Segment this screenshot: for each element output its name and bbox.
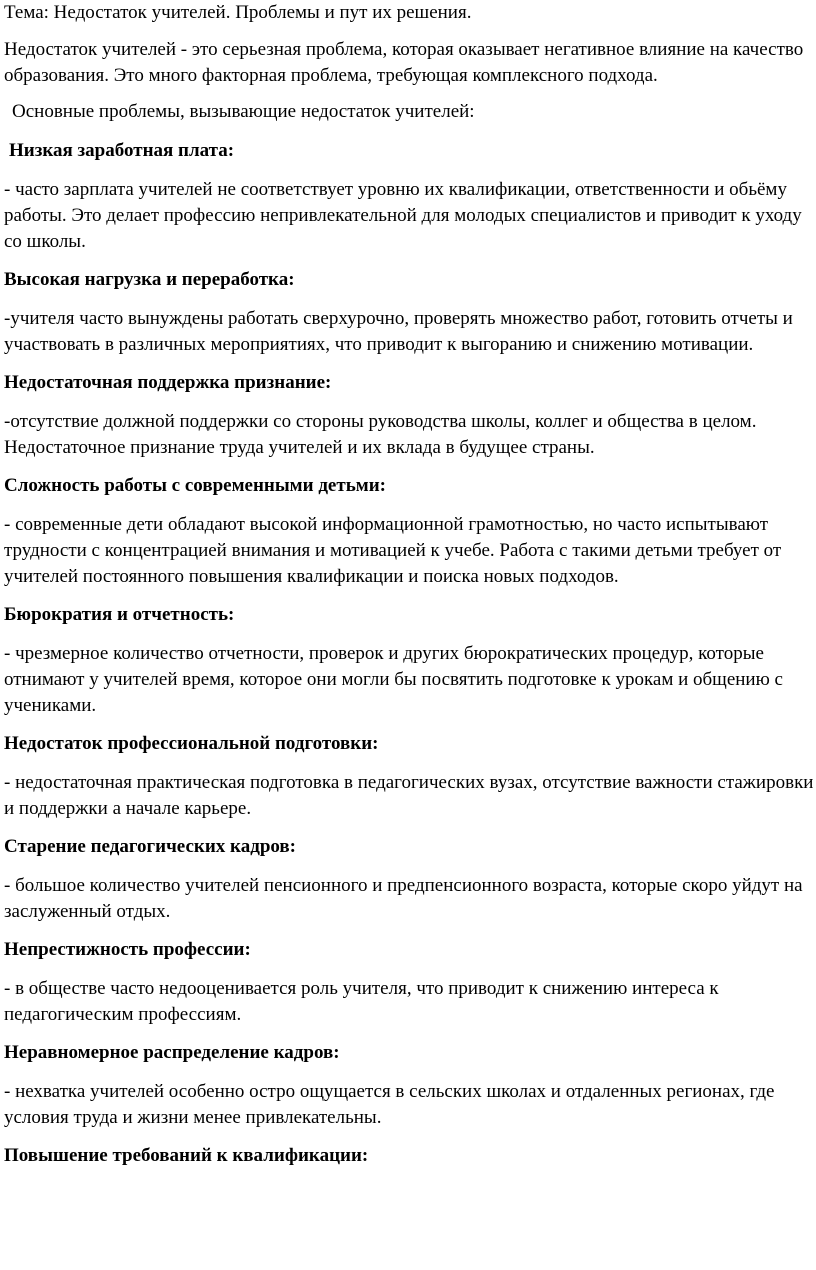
section-text-workload: -учителя часто вынуждены работать сверхурочно, проверять множество работ, готовить отчеты и участвовать в различных мероприятиях, что приводит к выгоранию и снижению мотивации. — [4, 308, 793, 355]
section-heading-prestige: Непрестижность профессии: — [4, 939, 251, 960]
section-heading-salary: Низкая заработная плата: — [9, 140, 235, 161]
section-text-aging: - большое количество учителей пенсионного и предпенсионного возраста, которые скоро уйдут на заслуженный отдых. — [4, 875, 803, 922]
section-heading-qualification: Повышение требований к квалификации: — [4, 1145, 369, 1166]
section-heading-bureaucracy: Бюрократия и отчетность: — [4, 604, 235, 625]
document-title: Тема: Недостаток учителей. Проблемы и пут их решения. — [4, 2, 472, 23]
section-text-distribution: - нехватка учителей особенно остро ощущается в сельских школах и отдаленных регионах, где условия труда и жизни менее привлекательны. — [4, 1081, 775, 1128]
section-heading-distribution: Неравномерное распределение кадров: — [4, 1042, 340, 1063]
section-heading-training: Недостаток профессиональной подготовки: — [4, 733, 379, 754]
section-heading-aging: Старение педагогических кадров: — [4, 836, 296, 857]
section-text-bureaucracy: - чрезмерное количество отчетности, проверок и других бюрократических процедур, которые отнимают у учителей время, которое они могли бы посвятить подготовке к урокам и общению с учениками. — [4, 643, 783, 716]
section-heading-support: Недостаточная поддержка признание: — [4, 372, 332, 393]
intro-paragraph: Недостаток учителей - это серьезная проблема, которая оказывает негативное влияние на качество образования. Это много факторная проблема, требующая комплексного подхода. — [4, 39, 804, 86]
section-text-support: -отсутствие должной поддержки со стороны руководства школы, коллег и общества в целом. Недостаточное признание труда учителей и их вклада в будущее страны. — [4, 411, 757, 458]
section-text-modern-children: - современные дети обладают высокой информационной грамотностью, но часто испытывают трудности с концентрацией внимания и мотивацией к учебе. Работа с такими детьми требует от учителей постоянного повышения квалификации и поиска новых подходов. — [4, 514, 782, 587]
section-heading-modern-children: Сложность работы с современными детьми: — [4, 475, 386, 496]
section-text-prestige: - в обществе часто недооценивается роль учителя, что приводит к снижению интереса к педагогическим профессиям. — [4, 978, 719, 1025]
section-heading-workload: Высокая нагрузка и переработка: — [4, 269, 295, 290]
section-text-training: - недостаточная практическая подготовка в педагогических вузах, отсутствие важности стажировки и поддержки а начале карьере. — [4, 772, 814, 819]
section-text-salary: - часто зарплата учителей не соответствует уровню их квалификации, ответственности и обьёму работы. Это делает профессию непривлекательной для молодых специалистов и приводит к уходу со школы. — [4, 179, 802, 252]
problems-subheading: Основные проблемы, вызывающие недостаток учителей: — [12, 101, 475, 122]
